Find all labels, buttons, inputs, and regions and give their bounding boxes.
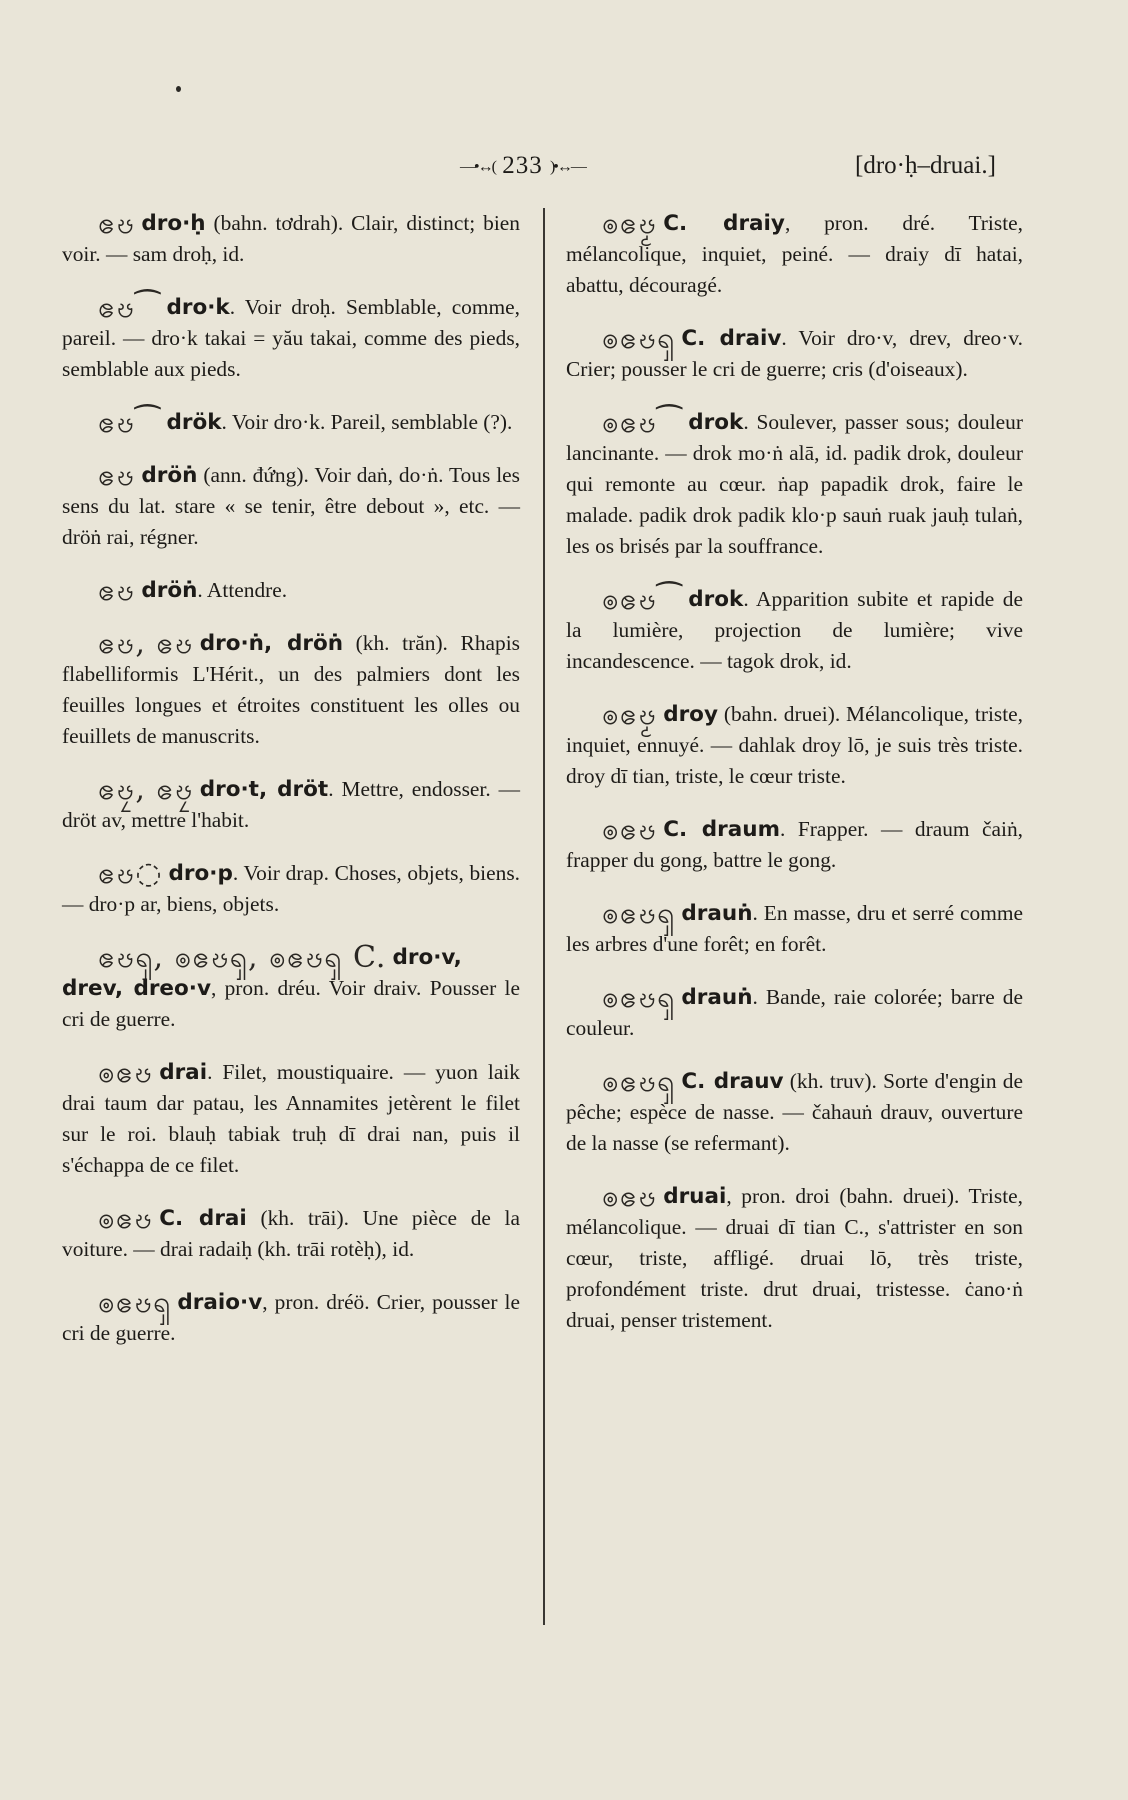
headword: droy bbox=[663, 702, 718, 727]
cham-script-word: ၜဧၓ bbox=[98, 1055, 154, 1090]
cham-script-word: ၜဧၓၡ bbox=[602, 1064, 676, 1099]
headword: draio·v bbox=[177, 1290, 263, 1315]
headword: drai bbox=[159, 1060, 208, 1085]
dictionary-entry bbox=[566, 323, 1023, 385]
dictionary-entry bbox=[62, 292, 520, 385]
definition: . Mettre, endosser. — dröt av, mettre l'habit. bbox=[62, 777, 520, 832]
definition: . Frapper. — draum čaiṅ, frapper du gong, battre le gong. bbox=[566, 817, 1023, 872]
definition: . Voir drap. Choses, objets, biens. — dro·p ar, biens, objets. bbox=[62, 861, 520, 916]
dictionary-entry bbox=[62, 208, 520, 270]
cham-script-word: ၜဧၓ bbox=[602, 812, 658, 847]
cham-script-word: ဧၓၠ, ဧၓၠ bbox=[98, 772, 194, 807]
definition: (bahn. druei). Mélancolique, triste, inquiet, ennuyé. — dahlak droy lō, je suis très triste. droy dī tian, triste, le cœur triste. bbox=[566, 702, 1023, 788]
dictionary-entry bbox=[566, 584, 1023, 677]
definition: . Voir dro·k. Pareil, semblable (?). bbox=[221, 410, 513, 434]
headword: dro·p bbox=[168, 861, 233, 886]
cham-script-word: ဧၓ⁀ bbox=[98, 405, 161, 440]
page-number bbox=[460, 152, 585, 180]
definition: , pron. dré. Triste, mélancolique, inquiet, peiné. — draiy dī hatai, abattu, découragé. bbox=[566, 211, 1023, 297]
headword: C. drauv bbox=[681, 1069, 784, 1094]
definition: (bahn. tơdrah). Clair, distinct; bien voir. — sam droḥ, id. bbox=[62, 211, 520, 266]
headword: C. draiv bbox=[681, 326, 782, 351]
column-divider bbox=[543, 208, 545, 1625]
definition: (ann. đứng). Voir daṅ, do·ṅ. Tous les sens du lat. stare « se tenir, être debout », etc. — dröṅ rai, régner. bbox=[62, 463, 520, 549]
definition: , pron. dréu. Voir draiv. Pousser le cri de guerre. bbox=[62, 976, 520, 1031]
headword: dro·ḥ bbox=[141, 211, 206, 236]
cham-script-word: ၜဧၓ bbox=[98, 1201, 154, 1236]
cham-script-word: ၜဧၓၡ bbox=[602, 980, 676, 1015]
ink-speck bbox=[176, 86, 181, 92]
cham-script-word: ၜဧၓ⁀ bbox=[602, 405, 683, 440]
dictionary-entry bbox=[62, 1287, 520, 1349]
running-head: [dro·ḥ–druai.] bbox=[855, 152, 996, 179]
cham-script-word: ၜဧၓၟ bbox=[602, 697, 658, 732]
dictionary-entry bbox=[62, 460, 520, 553]
definition: (kh. trāi). Une pièce de la voiture. — drai radaiḥ (kh. trāi rotèḥ), id. bbox=[62, 1206, 520, 1261]
dictionary-entry bbox=[62, 575, 520, 606]
definition: , pron. dréö. Crier, pousser le cri de guerre. bbox=[62, 1290, 520, 1345]
cham-script-word: ဧၓ bbox=[98, 573, 136, 608]
definition: . Filet, moustiquaire. — yuon laik drai taum dar patau, les Annamites jetèrent le filet sur le roi. blauḥ tabiak truḥ dī drai nan, puis il s'échappa de ce filet. bbox=[62, 1060, 520, 1177]
dictionary-entry bbox=[566, 1066, 1023, 1159]
dictionary-entry bbox=[62, 942, 520, 1035]
definition: . Voir dro·v, drev, dreo·v. Crier; pousser le cri de guerre; cris (d'oiseaux). bbox=[566, 326, 1024, 381]
dictionary-entry bbox=[566, 407, 1023, 562]
dictionary-entry bbox=[566, 1181, 1023, 1336]
dictionary-entry bbox=[566, 814, 1023, 876]
headword: dro·ṅ, dröṅ bbox=[199, 631, 344, 656]
headword: dröṅ bbox=[141, 463, 198, 488]
ornament-right: )•↔— bbox=[549, 158, 585, 176]
definition: . Apparition subite et rapide de la lumière, projection de lumière; vive incandescence. — tagok drok, id. bbox=[566, 587, 1023, 673]
headword: druai bbox=[663, 1184, 727, 1209]
cham-script-word: ဧၓၡ, ၜဧၓၡ, ၜဧၓၡ C. bbox=[98, 940, 387, 975]
headword: C. draum bbox=[663, 817, 780, 842]
dictionary-entry bbox=[62, 1057, 520, 1181]
dictionary-entry bbox=[566, 898, 1023, 960]
cham-script-word: ၜဧၓ⁀ bbox=[602, 582, 683, 617]
cham-script-word: ၜဧၓၡ bbox=[602, 896, 676, 931]
cham-script-word: ဧၓ bbox=[98, 206, 136, 241]
definition: . Soulever, passer sous; douleur lancinante. — drok mo·ṅ alā, id. padik drok, douleur qui remonte au cœur. ṅap papadik drok, faire le malade. padik drok padik klo·p sauṅ ruak jauḥ tulaṅ, les os brisés par la souffrance. bbox=[566, 410, 1023, 558]
headword: C. draiy bbox=[663, 211, 785, 236]
dictionary-entry bbox=[62, 407, 520, 438]
definition: (kh. truv). Sorte d'engin de pêche; espèce de nasse. — čahauṅ drauv, ouverture de la nasse (se refermant). bbox=[566, 1069, 1023, 1155]
dictionary-entry bbox=[566, 699, 1023, 792]
right-column bbox=[566, 208, 1023, 1358]
dictionary-entry bbox=[566, 982, 1023, 1044]
left-column bbox=[62, 208, 520, 1371]
headword: dröṅ bbox=[141, 578, 198, 603]
page-number-text: 233 bbox=[502, 152, 543, 179]
cham-script-word: ဧၓ, ဧၓ bbox=[98, 626, 194, 661]
headword: dro·t, dröt bbox=[199, 777, 329, 802]
headword: C. drai bbox=[159, 1206, 247, 1231]
headword: drök bbox=[166, 410, 222, 435]
headword: drauṅ bbox=[681, 901, 753, 926]
page-header bbox=[0, 152, 1128, 188]
headword: drok bbox=[688, 410, 744, 435]
cham-script-word: ၜဧၓ bbox=[602, 1179, 658, 1214]
cham-script-word: ဧၓ◌ bbox=[98, 856, 163, 891]
headword: dro·k bbox=[166, 295, 230, 320]
ornament-left: —•↔( bbox=[460, 158, 495, 176]
definition: . Attendre. bbox=[197, 578, 288, 602]
cham-script-word: ၜဧၓၡ bbox=[602, 321, 676, 356]
dictionary-entry bbox=[62, 858, 520, 920]
definition: . Bande, raie colorée; barre de couleur. bbox=[566, 985, 1023, 1040]
definition: (kh. trăn). Rhapis flabelliformis L'Hérit., un des palmiers dont les feuilles longues et étroites constituent les olles ou feuillets de manuscrits. bbox=[62, 631, 520, 748]
dictionary-entry bbox=[62, 1203, 520, 1265]
cham-script-word: ၜဧၓၟ bbox=[602, 206, 658, 241]
definition: . Voir droḥ. Semblable, comme, pareil. — dro·k takai = yău takai, comme des pieds, semblable aux pieds. bbox=[62, 295, 520, 381]
headword: drauṅ bbox=[681, 985, 753, 1010]
definition: . En masse, dru et serré comme les arbres d'une forêt; en forêt. bbox=[566, 901, 1023, 956]
dictionary-entry bbox=[62, 774, 520, 836]
definition: , pron. droi (bahn. druei). Triste, mélancolique. — druai dī tian C., s'attrister en son cœur, triste, affligé. druai lō, très triste, profondément triste. drut druai, tristesse. ċano·ṅ druai, penser tristement. bbox=[566, 1184, 1023, 1332]
cham-script-word: ၜဧၓၡ bbox=[98, 1285, 172, 1320]
dictionary-entry bbox=[62, 628, 520, 752]
cham-script-word: ဧၓ bbox=[98, 458, 136, 493]
dictionary-entry bbox=[566, 208, 1023, 301]
headword: dro·v, drev, dreo·v bbox=[62, 945, 462, 1001]
headword: drok bbox=[688, 587, 744, 612]
cham-script-word: ဧၓ⁀ bbox=[98, 290, 161, 325]
